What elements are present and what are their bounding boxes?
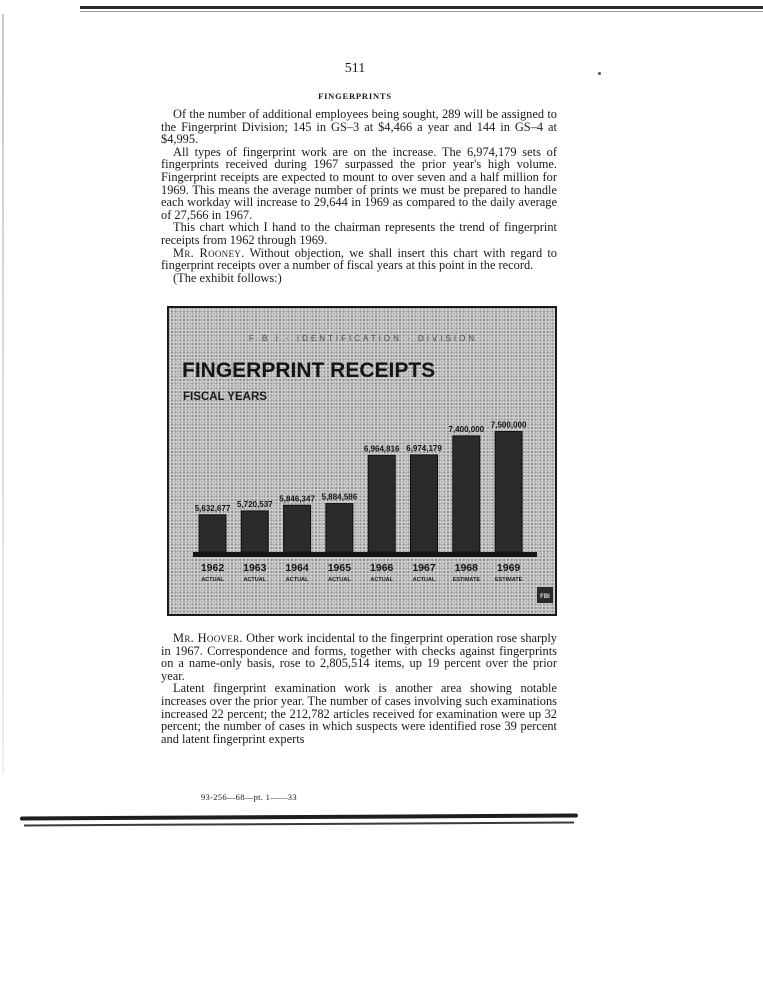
sublabel-1964: ACTUAL	[285, 577, 309, 583]
scan-edge-bottom-thin	[24, 822, 574, 827]
category-label-1965: 1965	[327, 562, 352, 574]
bar-1964	[284, 505, 311, 552]
sublabel-1969: ESTIMATE	[494, 577, 523, 583]
value-label-1962: 5,632,677	[194, 503, 231, 513]
exhibit-note: (The exhibit follows:)	[173, 270, 282, 285]
fingerprint-receipts-chart	[167, 306, 557, 616]
paragraph-chart-intro: This chart which I hand to the chairman represents the trend of fingerprint receipts from 1962 through 1969.	[161, 220, 557, 247]
bar-1968	[453, 436, 480, 552]
running-head: FINGERPRINTS	[318, 91, 392, 101]
scan-edge-left	[2, 14, 4, 774]
bar-1963	[241, 511, 268, 552]
category-label-1969: 1969	[496, 562, 521, 574]
value-label-1964: 5,846,347	[279, 494, 315, 504]
page-number: 511	[344, 61, 366, 76]
value-label-1968: 7,400,000	[448, 424, 485, 434]
sublabel-1963: ACTUAL	[243, 577, 267, 583]
chart-svg	[169, 308, 555, 614]
sublabel-1966: ACTUAL	[370, 577, 394, 583]
value-label-1969: 7,500,000	[490, 420, 527, 430]
text-block-top	[161, 108, 557, 284]
sublabel-1968: ESTIMATE	[452, 577, 481, 583]
speaker-hoover: Mr. Hoover.	[173, 631, 243, 645]
sublabel-1965: ACTUAL	[328, 577, 351, 583]
paragraph-latent: Latent fingerprint examination work is another area showing notable increases over the prior year. The number of cases involving such examinations increased 22 percent; the 212,782 articles received for examination were up 32 percent; the number of cases in which suspects were identified rose 39 percent and latent fingerprint experts	[161, 681, 557, 746]
value-label-1966: 6,964,816	[363, 444, 400, 454]
speaker-rooney: Mr. Rooney.	[173, 245, 245, 260]
category-label-1966: 1966	[370, 562, 394, 574]
scan-edge-bottom	[20, 814, 578, 821]
category-label-1968: 1968	[454, 562, 478, 574]
bar-1967	[411, 455, 438, 552]
chart-logo: FBI	[540, 594, 550, 600]
sublabel-1967: ACTUAL	[412, 577, 436, 583]
category-label-1967: 1967	[412, 562, 436, 574]
bar-1966	[368, 455, 395, 552]
bar-1965	[326, 504, 353, 552]
scan-edge-top-thin	[80, 11, 763, 12]
value-label-1963: 5,720,537	[237, 499, 273, 509]
scan-edge-top	[80, 6, 763, 9]
rooney-statement: Without objection, we shall insert this chart with regard to fingerprint receipts over a number of fiscal years at this point in the record.	[161, 245, 557, 273]
hoover-statement: Other work incidental to the fingerprint operation rose sharply in 1967. Correspondence and forms, together with checks against fingerprints on a name-only basis, rose to 2,805,514 items, up 19 percent over the prior year.	[161, 631, 557, 683]
chart-header: F B I · IDENTIFICATION · DIVISION	[248, 334, 478, 343]
bars-group	[195, 420, 527, 583]
chart-baseline	[193, 552, 537, 557]
paragraph-increase: All types of fingerprint work are on the increase. The 6,974,179 sets of fingerprints received during 1967 surpassed the prior year's high volume. Fingerprint receipts are expected to mount to over seven and a half million for 1969. This means the average number of prints we must be prepared to handle each workday will increase to 29,644 in 1969 as compared to the daily average of 27,566 in 1967.	[161, 144, 557, 222]
category-label-1964: 1964	[285, 562, 309, 574]
bar-1969	[495, 431, 522, 552]
chart-subtitle: FISCAL YEARS	[183, 391, 267, 403]
paragraph-rooney	[161, 247, 557, 272]
value-label-1967: 6,974,179	[406, 443, 442, 453]
paragraph-hoover	[161, 632, 557, 682]
paragraph-employees: Of the number of additional employees being sought, 289 will be assigned to the Fingerprint Division; 145 in GS–3 at $4,466 a year and 144 in GS–4 at $4,995.	[161, 107, 557, 147]
text-block-bottom	[161, 632, 557, 745]
chart-title: FINGERPRINT RECEIPTS	[182, 359, 436, 382]
footer-note: 93-256—68—pt. 1——33	[201, 792, 297, 802]
category-label-1963: 1963	[243, 562, 267, 574]
bar-1962	[199, 515, 226, 552]
category-label-1962: 1962	[200, 562, 225, 574]
sublabel-1962: ACTUAL	[201, 577, 224, 583]
value-label-1965: 5,884,586	[321, 492, 358, 502]
